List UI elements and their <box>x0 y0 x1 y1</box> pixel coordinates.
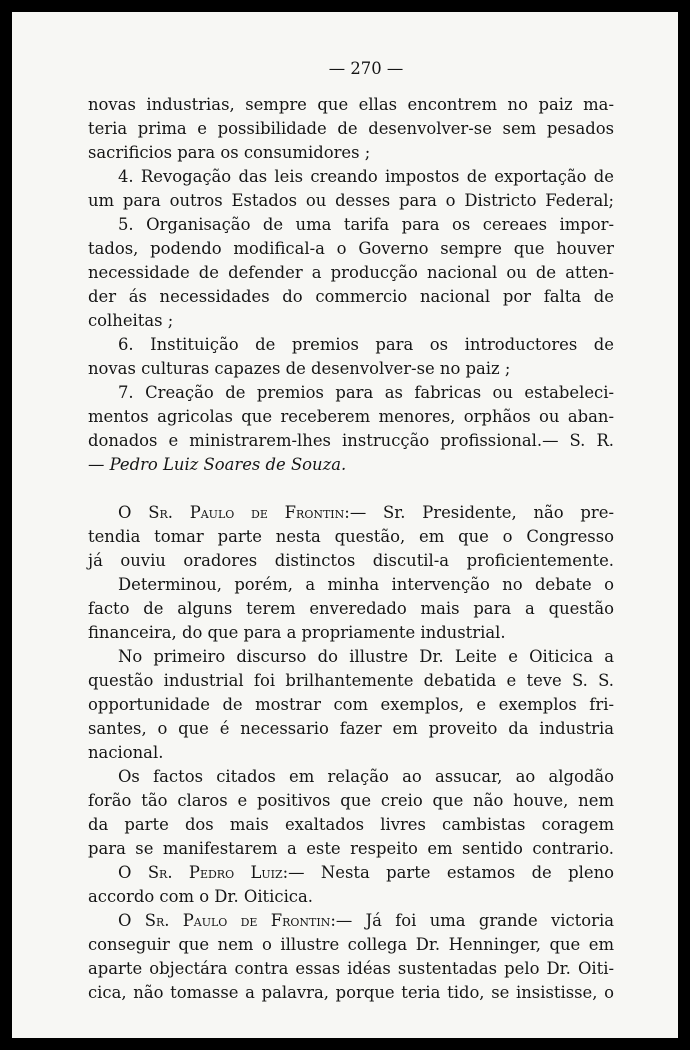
text-line: No primeiro discurso do illustre Dr. Leite e Oiticica a <box>118 647 614 666</box>
text-line: aparte objectára contra essas idéas sustentadas pelo Dr. Oiti- <box>88 959 614 978</box>
text-line: conseguir que nem o illustre collega Dr. Henninger, que em <box>88 935 614 954</box>
text-line: donados e ministrarem-lhes instrucção profissional.— S. R. <box>88 431 614 450</box>
text-line: mentos agricolas que receberem menores, orphãos ou aban- <box>88 407 614 426</box>
speaker-name: O Sr. Paulo de Frontin: <box>118 503 350 522</box>
text-line: financeira, do que para a propriamente industrial. <box>88 623 506 642</box>
speaker-name: O Sr. Paulo de Frontin: <box>118 911 336 930</box>
text-line: accordo com o Dr. Oiticica. <box>88 887 313 906</box>
text-line: der ás necessidades do commercio nacional por falta de <box>88 287 614 306</box>
text-line: 5. Organisação de uma tarifa para os cereaes impor- <box>118 215 614 234</box>
text-line: Os factos citados em relação ao assucar, ao algodão <box>118 767 614 786</box>
text-line: nacional. <box>88 743 164 762</box>
text-line: — Pedro Luiz Soares de Souza. <box>88 455 347 474</box>
paragraph-gap <box>88 477 614 501</box>
text-line: forão tão claros e positivos que creio que não houve, nem <box>88 791 614 810</box>
text-line: teria prima e possibilidade de desenvolver-se sem pesados <box>88 119 614 138</box>
text-line: 6. Instituição de premios para os introductores de <box>118 335 614 354</box>
text-line: O Sr. Paulo de Frontin:— Já foi uma grande victoria <box>118 911 614 930</box>
speaker-name: O Sr. Pedro Luiz: <box>118 863 289 882</box>
text-line: da parte dos mais exaltados livres cambistas coragem <box>88 815 614 834</box>
text-line: O Sr. Pedro Luiz:— Nesta parte estamos de pleno <box>118 863 614 882</box>
page-number: — 270 — <box>328 59 404 78</box>
text-line: 4. Revogação das leis creando impostos de exportação de <box>118 167 614 186</box>
text-line: novas culturas capazes de desenvolver-se no paiz ; <box>88 359 511 378</box>
text-line: novas industrias, sempre que ellas encontrem no paiz ma- <box>88 95 614 114</box>
text-line: Determinou, porém, a minha intervenção no debate o <box>118 575 614 594</box>
text-line: questão industrial foi brilhantemente debatida e teve S. S. <box>88 671 614 690</box>
text-line: santes, o que é necessario fazer em proveito da industria <box>88 719 614 738</box>
text-line: opportunidade de mostrar com exemplos, e exemplos fri- <box>88 695 614 714</box>
text-line: facto de alguns terem enveredado mais para a questão <box>88 599 614 618</box>
text-line: um para outros Estados ou desses para o Districto Federal; <box>88 191 614 210</box>
text-line: 7. Creação de premios para as fabricas ou estabeleci- <box>118 383 614 402</box>
text-line: já ouviu oradores distinctos discutil-a proficientemente. <box>88 551 614 570</box>
page-text <box>88 57 614 1005</box>
text-line: sacrificios para os consumidores ; <box>88 143 371 162</box>
text-line: cica, não tomasse a palavra, porque teria tido, se insistisse, o <box>88 983 614 1002</box>
body-text <box>88 93 614 1005</box>
text-line: colheitas ; <box>88 311 174 330</box>
text-line: tendia tomar parte nesta questão, em que o Congresso <box>88 527 614 546</box>
text-line: para se manifestarem a este respeito em sentido contrario. <box>88 839 614 858</box>
text-line: O Sr. Paulo de Frontin:— Sr. Presidente, não pre- <box>118 503 614 522</box>
text-line: tados, podendo modifical-a o Governo sempre que houver <box>88 239 614 258</box>
text-line: necessidade de defender a producção nacional ou de atten- <box>88 263 614 282</box>
book-page <box>12 12 678 1038</box>
